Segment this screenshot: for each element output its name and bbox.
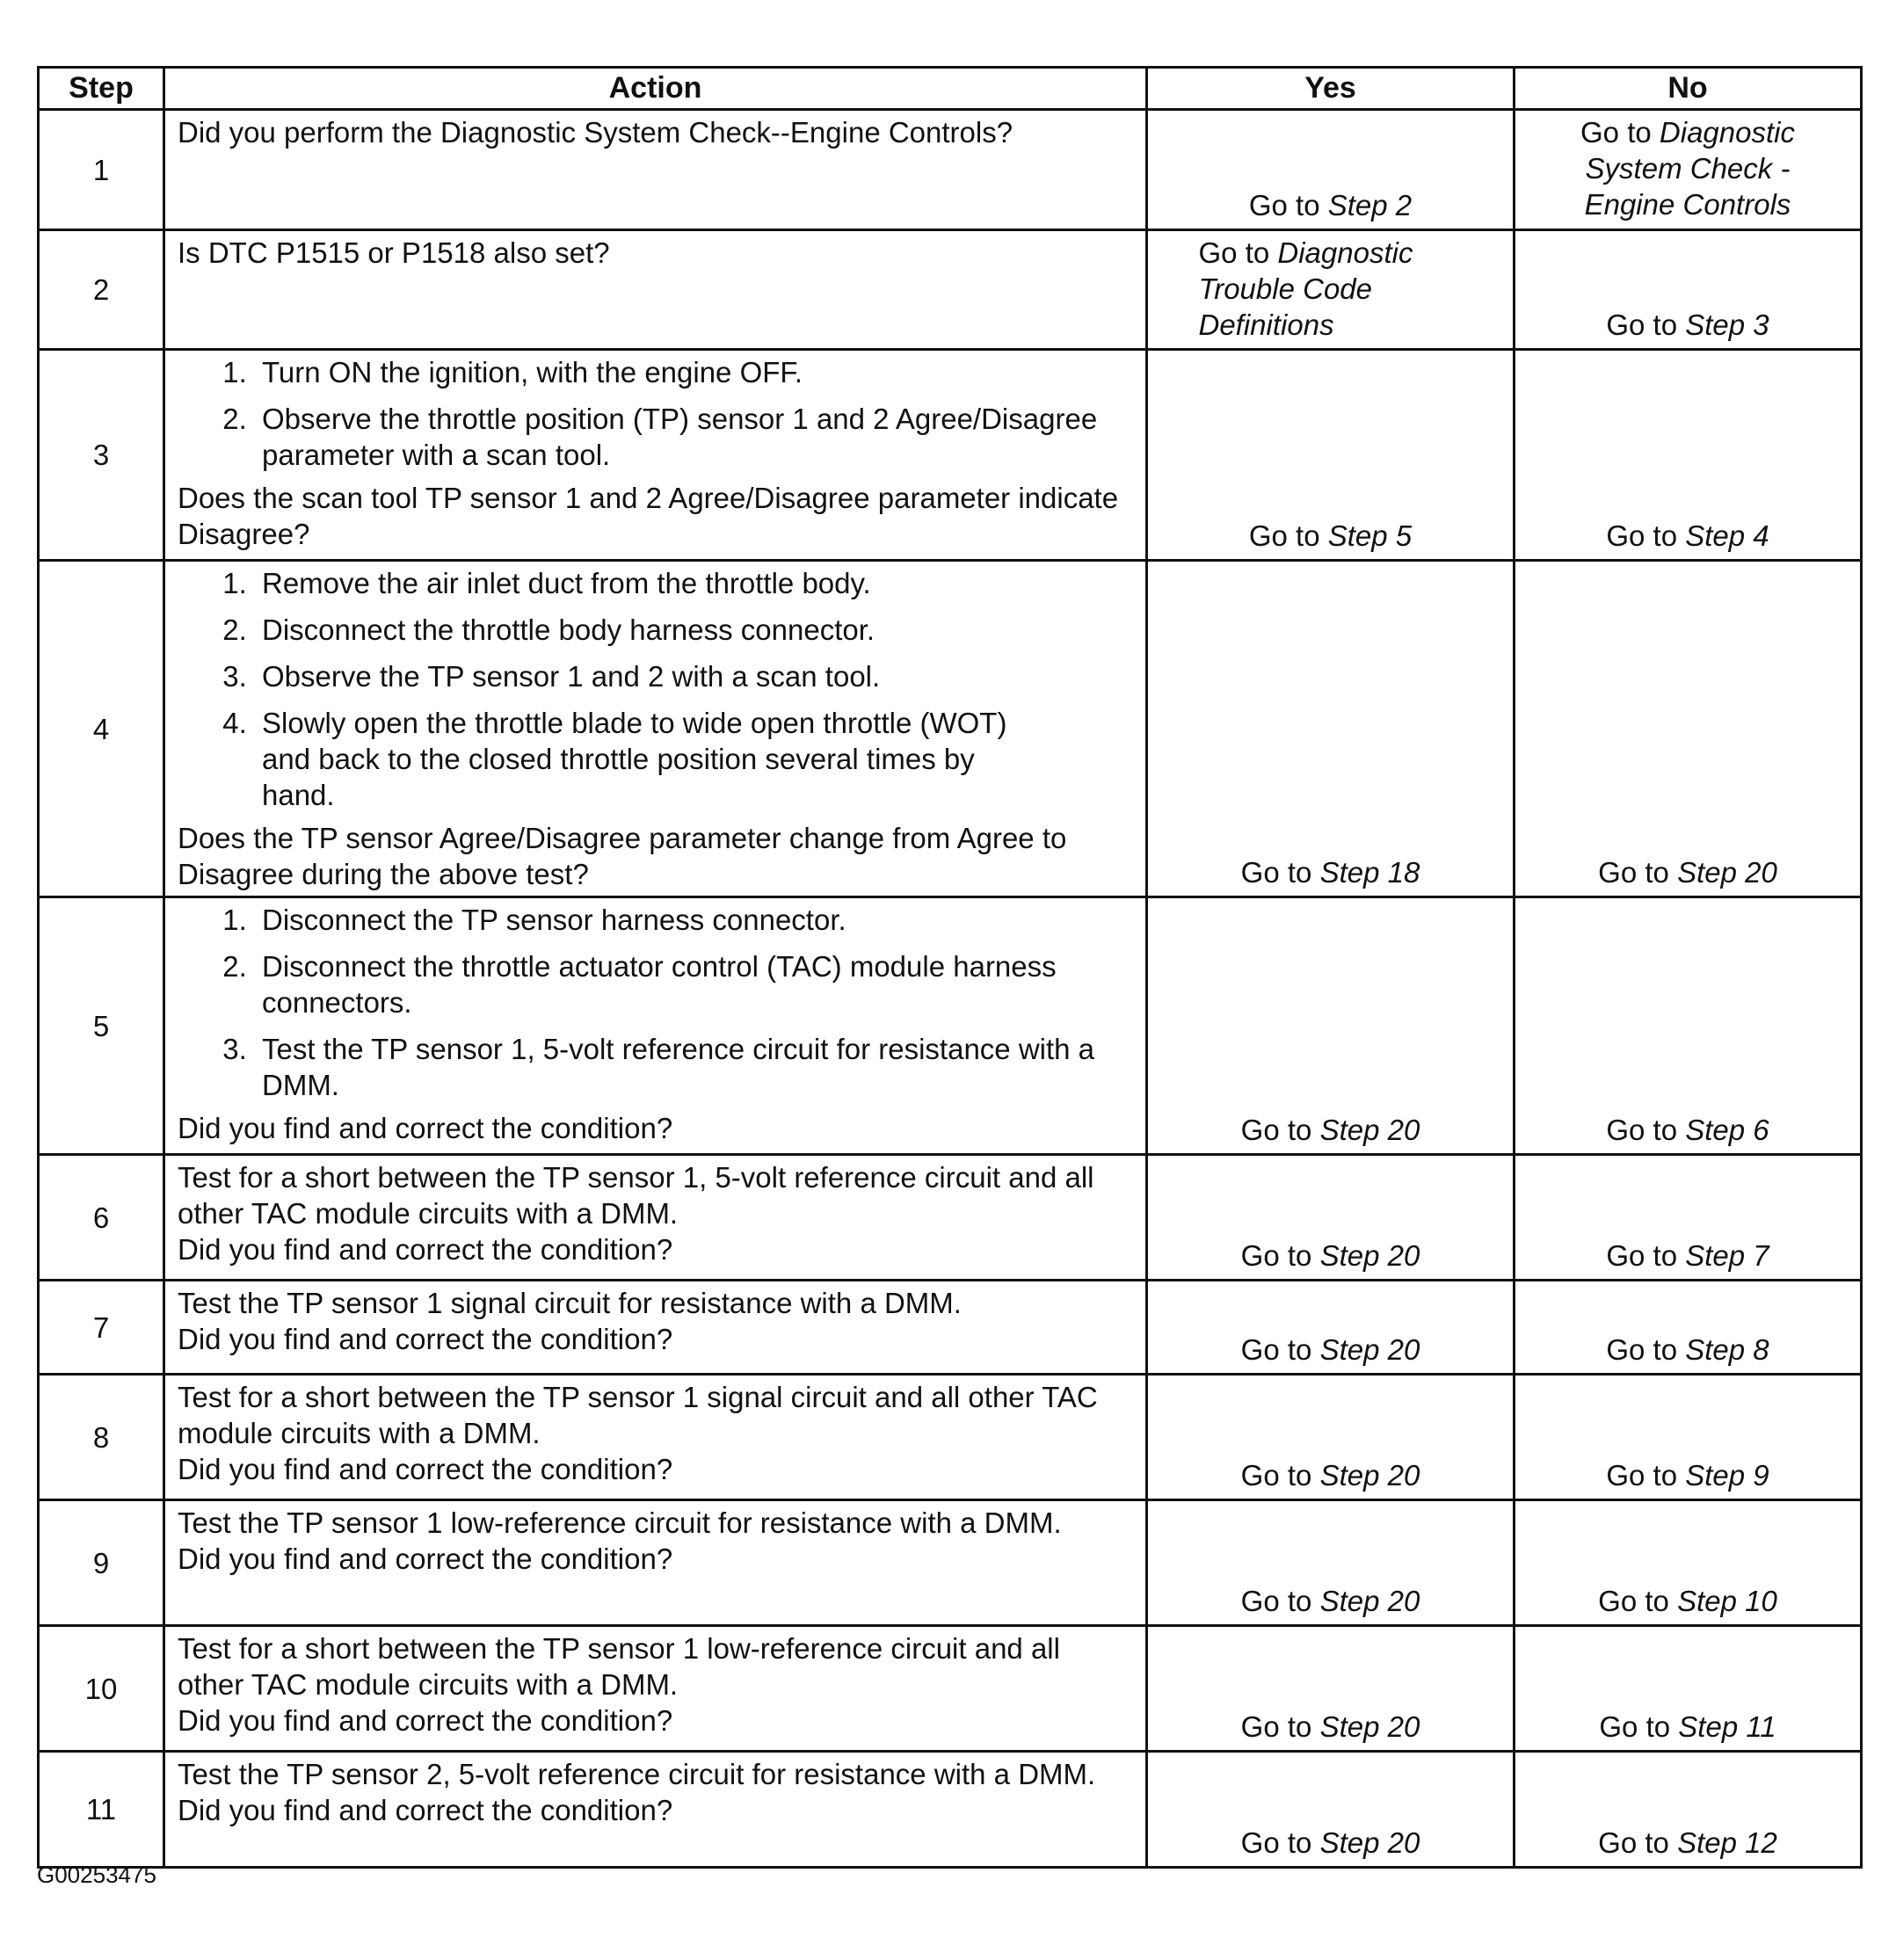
no-prefix: Go to (1606, 309, 1678, 341)
yes-cell (1147, 230, 1515, 350)
table-row (39, 230, 1862, 350)
no-prefix: Go to (1598, 856, 1669, 889)
action-cell (164, 897, 1147, 1155)
action-cell (164, 350, 1147, 561)
no-prefix: Go to (1599, 1710, 1671, 1743)
yes-cell (1147, 110, 1515, 230)
no-target: Step 7 (1685, 1239, 1769, 1272)
yes-target: Diagnostic Trouble Code Definitions (1198, 236, 1413, 341)
action-text: Test for a short between the TP sensor 1, 5-volt reference circuit and all other TAC module circuits with a DMM. (178, 1161, 1094, 1230)
no-target: Step 6 (1685, 1114, 1769, 1146)
yes-target: Step 20 (1319, 1333, 1420, 1366)
action-step: 4. Slowly open the throttle blade to wide open throttle (WOT) and back to the closed throttle position several times by hand. (255, 705, 1133, 813)
yes-prefix: Go to (1240, 1826, 1312, 1859)
action-text: Test the TP sensor 2, 5-volt reference circuit for resistance with a DMM. (178, 1758, 1096, 1790)
yes-target: Step 2 (1327, 189, 1413, 221)
step-number: 1 (39, 110, 164, 230)
yes-prefix: Go to (1240, 1710, 1312, 1743)
no-cell (1515, 1281, 1862, 1375)
action-question: Does the TP sensor Agree/Disagree parameter change from Agree to Disagree during the above test? (178, 822, 1067, 890)
no-prefix: Go to (1580, 116, 1652, 149)
no-target: Step 9 (1685, 1459, 1769, 1492)
yes-prefix: Go to (1248, 189, 1320, 221)
no-prefix: Go to (1606, 1239, 1678, 1272)
step-number: 4 (39, 561, 164, 897)
action-text: Test for a short between the TP sensor 1 signal circuit and all other TAC module circuits with a DMM. (178, 1381, 1098, 1449)
action-text: Test the TP sensor 1 signal circuit for resistance with a DMM. (178, 1287, 962, 1319)
no-cell (1515, 561, 1862, 897)
step-number: 10 (39, 1626, 164, 1752)
diagnostic-table (37, 66, 1863, 1869)
action-text: Test the TP sensor 1 low-reference circuit for resistance with a DMM. (178, 1506, 1062, 1539)
action-step: 3. Observe the TP sensor 1 and 2 with a scan tool. (255, 658, 1133, 694)
action-question: Did you find and correct the condition? (178, 1453, 673, 1485)
action-question: Did you find and correct the condition? (178, 1704, 673, 1737)
table-row (39, 1500, 1862, 1626)
yes-target: Step 20 (1319, 1114, 1420, 1146)
table-row (39, 1626, 1862, 1752)
yes-target: Step 20 (1319, 1710, 1420, 1743)
no-target: Step 11 (1678, 1710, 1776, 1743)
no-target: Step 20 (1677, 856, 1777, 889)
action-cell (164, 561, 1147, 897)
action-cell (164, 1500, 1147, 1626)
table-row (39, 1281, 1862, 1375)
yes-prefix: Go to (1198, 236, 1270, 269)
yes-target: Step 20 (1319, 1459, 1420, 1492)
no-prefix: Go to (1606, 1114, 1678, 1146)
no-cell (1515, 1155, 1862, 1281)
step-number: 8 (39, 1375, 164, 1500)
action-step: 2. Disconnect the throttle actuator control (TAC) module harness connectors. (255, 948, 1133, 1020)
yes-prefix: Go to (1240, 1239, 1312, 1272)
action-step: 2. Disconnect the throttle body harness connector. (255, 612, 1133, 648)
action-cell (164, 1626, 1147, 1752)
yes-target: Step 20 (1319, 1585, 1420, 1617)
header-step: Step (39, 68, 164, 110)
yes-cell (1147, 1375, 1515, 1500)
action-step: 1. Remove the air inlet duct from the throttle body. (255, 565, 1133, 601)
no-target: Step 4 (1685, 519, 1769, 552)
action-question: Is DTC P1515 or P1518 also set? (178, 236, 610, 269)
no-cell (1515, 1375, 1862, 1500)
table-header-row (39, 68, 1862, 110)
action-text: Test for a short between the TP sensor 1 low-reference circuit and all other TAC module circuits with a DMM. (178, 1632, 1060, 1701)
yes-cell (1147, 897, 1515, 1155)
step-number: 2 (39, 230, 164, 350)
table-row (39, 1752, 1862, 1868)
yes-target: Step 20 (1319, 1826, 1420, 1859)
no-prefix: Go to (1606, 1459, 1678, 1492)
step-number: 6 (39, 1155, 164, 1281)
step-number: 11 (39, 1752, 164, 1868)
table-row (39, 1375, 1862, 1500)
action-cell (164, 1375, 1147, 1500)
action-question: Did you find and correct the condition? (178, 1233, 673, 1266)
action-steps-list (178, 565, 1133, 813)
yes-target: Step 5 (1327, 519, 1413, 552)
yes-cell (1147, 1155, 1515, 1281)
table-row (39, 1155, 1862, 1281)
header-action: Action (164, 68, 1147, 110)
yes-target: Step 18 (1319, 856, 1420, 889)
no-cell (1515, 110, 1862, 230)
yes-target: Step 20 (1319, 1239, 1420, 1272)
table-row (39, 561, 1862, 897)
action-steps-list (178, 354, 1133, 473)
action-question: Did you find and correct the condition? (178, 1112, 673, 1144)
action-question: Did you find and correct the condition? (178, 1323, 673, 1355)
step-number: 3 (39, 350, 164, 561)
action-step: 3. Test the TP sensor 1, 5-volt reference circuit for resistance with a DMM. (255, 1031, 1133, 1103)
yes-prefix: Go to (1240, 856, 1312, 889)
table-row (39, 110, 1862, 230)
step-number: 5 (39, 897, 164, 1155)
yes-cell (1147, 350, 1515, 561)
no-target: Step 3 (1685, 309, 1769, 341)
figure-id: G00253475 (37, 1862, 156, 1888)
no-cell (1515, 230, 1862, 350)
step-number: 9 (39, 1500, 164, 1626)
no-cell (1515, 1752, 1862, 1868)
yes-cell (1147, 1626, 1515, 1752)
no-cell (1515, 1500, 1862, 1626)
table-row (39, 350, 1862, 561)
yes-cell (1147, 1752, 1515, 1868)
yes-prefix: Go to (1240, 1114, 1312, 1146)
action-question: Did you perform the Diagnostic System Check--Engine Controls? (178, 116, 1013, 149)
action-cell (164, 230, 1147, 350)
header-yes: Yes (1147, 68, 1515, 110)
action-question: Does the scan tool TP sensor 1 and 2 Agree/Disagree parameter indicate Disagree? (178, 482, 1119, 550)
no-target: Step 12 (1677, 1826, 1777, 1859)
action-question: Did you find and correct the condition? (178, 1543, 673, 1575)
yes-prefix: Go to (1240, 1333, 1312, 1366)
yes-prefix: Go to (1240, 1585, 1312, 1617)
no-prefix: Go to (1606, 519, 1678, 552)
action-cell (164, 1281, 1147, 1375)
no-cell (1515, 897, 1862, 1155)
action-steps-list (178, 902, 1133, 1103)
action-question: Did you find and correct the condition? (178, 1794, 673, 1826)
yes-prefix: Go to (1248, 519, 1320, 552)
action-cell (164, 1752, 1147, 1868)
yes-cell (1147, 1281, 1515, 1375)
no-target: Diagnostic System Check - Engine Controls (1584, 116, 1795, 221)
action-step: 1. Turn ON the ignition, with the engine OFF. (255, 354, 1133, 390)
yes-prefix: Go to (1240, 1459, 1312, 1492)
no-cell (1515, 350, 1862, 561)
no-target: Step 10 (1677, 1585, 1777, 1617)
action-cell (164, 110, 1147, 230)
yes-cell (1147, 1500, 1515, 1626)
header-no: No (1515, 68, 1862, 110)
action-cell (164, 1155, 1147, 1281)
no-cell (1515, 1626, 1862, 1752)
step-number: 7 (39, 1281, 164, 1375)
yes-cell (1147, 561, 1515, 897)
no-prefix: Go to (1606, 1333, 1678, 1366)
action-step: 2. Observe the throttle position (TP) sensor 1 and 2 Agree/Disagree parameter with a scan tool. (255, 401, 1133, 473)
no-target: Step 8 (1685, 1333, 1769, 1366)
action-step: 1. Disconnect the TP sensor harness connector. (255, 902, 1133, 938)
table-row (39, 897, 1862, 1155)
no-prefix: Go to (1598, 1585, 1669, 1617)
no-prefix: Go to (1598, 1826, 1669, 1859)
